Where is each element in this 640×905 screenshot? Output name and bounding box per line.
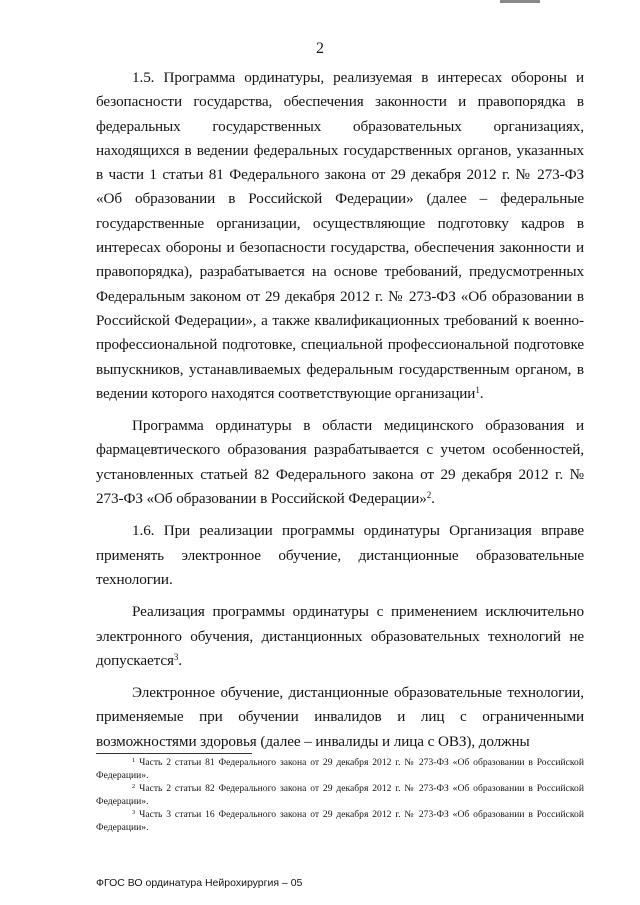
document-body [96, 66, 584, 762]
paragraph-end: . [431, 490, 435, 508]
footnote-text: Часть 2 статьи 82 Федерального закона от 29 декабря 2012 г. № 273-ФЗ «Об образовании в Российской Федерации». [96, 783, 584, 807]
footnote-text: Часть 3 статьи 16 Федерального закона от 29 декабря 2012 г. № 273-ФЗ «Об образовании в Российской Федерации». [96, 809, 584, 833]
footnote-number: 2 [132, 783, 136, 791]
paragraph-end: . [178, 651, 182, 669]
paragraph-1-6 [96, 519, 584, 592]
page-number: 2 [316, 40, 324, 57]
scan-edge-mark [500, 0, 540, 3]
footnotes [96, 757, 584, 836]
paragraph-text: Программа ординатуры в области медицинского образования и фармацевтического образования разрабатывается с учетом особенностей, установленных статьей 82 Федерального закона от 29 декабря 2012 г. № 273-ФЗ «Об образовании в Российской Федерации» [96, 417, 584, 508]
footnote-number: 3 [132, 809, 136, 817]
paragraph-medical-program [96, 414, 584, 511]
footnote-separator [96, 753, 252, 754]
paragraph-text: Реализация программы ординатуры с применением исключительно электронного обучения, дистанционных образовательных технологий не допускается [96, 603, 584, 669]
footnote-text: Часть 2 статьи 81 Федерального закона от 29 декабря 2012 г. № 273-ФЗ «Об образовании в Российской Федерации». [96, 757, 584, 781]
paragraph-text: 1.6. При реализации программы ординатуры Организация вправе применять электронное обучение, дистанционные образовательные технологии. [96, 522, 584, 588]
footnote-ref[interactable]: 2 [426, 490, 432, 501]
paragraph-text: 1.5. Программа ординатуры, реализуемая в интересах обороны и безопасности государства, обеспечения законности и правопорядка в федеральных государственных образовательных организациях, находящихся в ведении федеральных государственных органов, указанных в части 1 статьи 81 Федерального закона от 29 декабря 2012 г. № 273-ФЗ «Об образовании в Российской Федерации» (далее – федеральные государственные организации, осуществляющие подготовку кадров в интересах обороны и безопасности государства, обеспечения законности и правопорядка), разрабатывается на основе требований, предусмотренных Федеральным законом от 29 декабря 2012 г. № 273-ФЗ «Об образовании в Российской Федерации», а также квалификационных требований к военно-профессиональной подготовке, специальной профессиональной подготовке выпускников, устанавливаемых федеральным государственным органом, в ведении которого находятся соответствующие организации [96, 69, 584, 402]
footnote-3 [96, 809, 584, 834]
page-footer: ФГОС ВО ординатура Нейрохирургия – 05 [96, 877, 303, 889]
footnote-ref[interactable]: 3 [173, 651, 179, 662]
footnote-1 [96, 757, 584, 782]
footnote-ref[interactable]: 1 [475, 384, 480, 395]
paragraph-ovz [96, 681, 584, 754]
paragraph-end: . [479, 384, 484, 402]
footnote-2 [96, 783, 584, 808]
footnote-number: 1 [132, 757, 136, 764]
paragraph-text: Электронное обучение, дистанционные образовательные технологии, применяемые при обучении инвалидов и лиц с ограниченными возможностями здоровья (далее – инвалиды и лица с ОВЗ), должны [96, 684, 584, 750]
paragraph-1-5 [96, 66, 584, 406]
paragraph-elearning-restriction [96, 600, 584, 673]
